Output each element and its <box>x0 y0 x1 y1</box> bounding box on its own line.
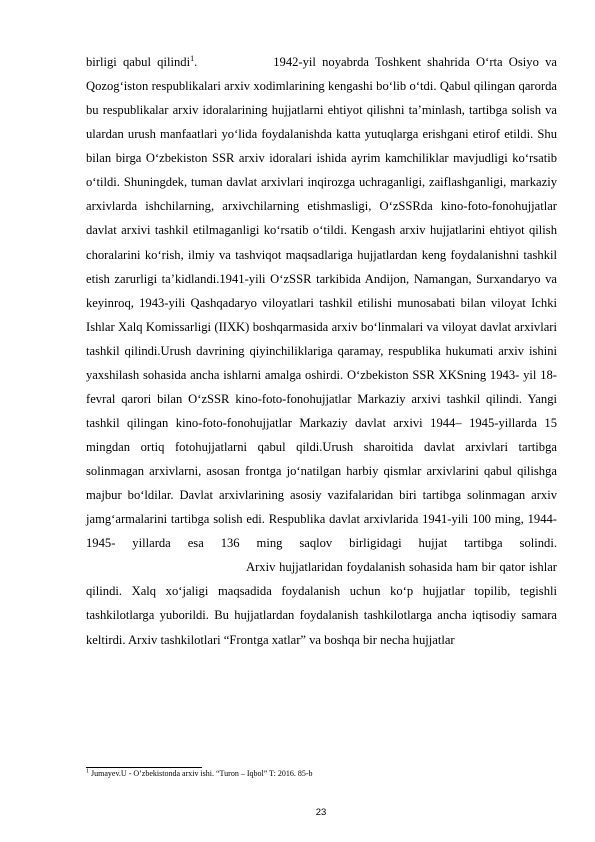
paragraph-1-lead: birligi qabul qilindi <box>86 55 191 69</box>
main-text <box>86 50 557 652</box>
footnote-mark: 1 <box>86 768 89 775</box>
paragraph-3: Arxiv hujjatlaridan foydalanish sohasida ham bir qator ishlar qilindi. Xalq xo‘jaligi maqsadida foydalanish uchun ko‘p hujjatlar topilib, tegishli tashkilotlarga yuborildi. Bu hujjatlardan foydalanish tashkilotlarga ancha iqtisodiy samara keltirdi. Arxiv tashkilotlari “Frontga xatlar” va boshqa bir necha hujjatlar <box>86 560 557 647</box>
footnote-reference[interactable]: 1 <box>190 53 195 63</box>
paragraph-2: 1942-yil noyabrda Toshkent shahrida O‘rta Osiyo va Qozog‘iston respublikalari arxiv xodimlarining kengashi bo‘lib o‘tdi. Qabul qilingan qarorda bu respublikalar arxiv idoralarining hujjatlarni ehtiyot qilishni ta’minlash, tartibga solish va ulardan urush manfaatlari yo‘lida foydalanishda katta yutuqlarga erishgani etirof etildi. Shu bilan birga O‘zbekiston SSR arxiv idoralari ishida ayrim kamchiliklar mavjudligi ko‘rsatib o‘tildi. Shuningdek, tuman davlat arxivlari inqirozga uchraganligi, zaiflashganligi, markaziy arxivlarda ishchilarning, arxivchilarning etishmasligi, O‘zSSRda kino-foto-fonohujjatlar davlat arxivi tashkil etilmaganligi ko‘rsatib o‘tildi. Kengash arxiv hujjatlarini ehtiyot qilish choralarini ko‘rish, ilmiy va tashviqot maqsadlariga hujjatlardan keng foydalanishni tashkil etish zarurligi ta’kidlandi.1941-yili O‘zSSR tarkibida Andijon, Namangan, Surxandaryo va keyinroq, 1943-yili Qashqadaryo viloyatlari tashkil etilishi munosabati bilan viloyat Ichki Ishlar Xalq Komissarligi (IIXK) boshqarmasida arxiv bo‘linmalari va viloyat davlat arxivlari tashkil qilindi.Urush davrining qiyinchiliklariga qaramay, respublika hukumati arxiv ishini yaxshilash sohasida ancha ishlarni amalga oshirdi. O‘zbekiston SSR XKSning 1943- yil 18-fevral qarori bilan O‘zSSR kino-foto-fonohujjatlar Markaziy arxivi tashkil qilindi. Yangi tashkil qilingan kino-foto-fonohujjatlar Markaziy davlat arxivi 1944– 1945-yillarda 15 mingdan ortiq fotohujjatlarni qabul qildi.Urush sharoitida davlat arxivlari tartibga solinmagan arxivlarni, asosan frontga jo‘natilgan harbiy qismlar arxivlarini qabul qilishga majbur bo‘ldilar. Davlat arxivlarining asosiy vazifalaridan biri tartibga solinmagan arxiv jamg‘armalarini tartibga solish edi. Respublika davlat arxivlarida 1941-yili 100 ming, 1944-1945- yillarda esa 136 ming saqlov birligidagi hujjat tartibga solindi. <box>86 55 557 551</box>
footnote-text: Jumayev.U - O’zbekistonda arxiv ishi. “Turon – Iqbol” T: 2016. 85-b <box>89 769 313 778</box>
footnote <box>86 768 557 779</box>
paragraph-1-tail: . <box>194 55 198 69</box>
page-number: 23 <box>315 807 327 818</box>
